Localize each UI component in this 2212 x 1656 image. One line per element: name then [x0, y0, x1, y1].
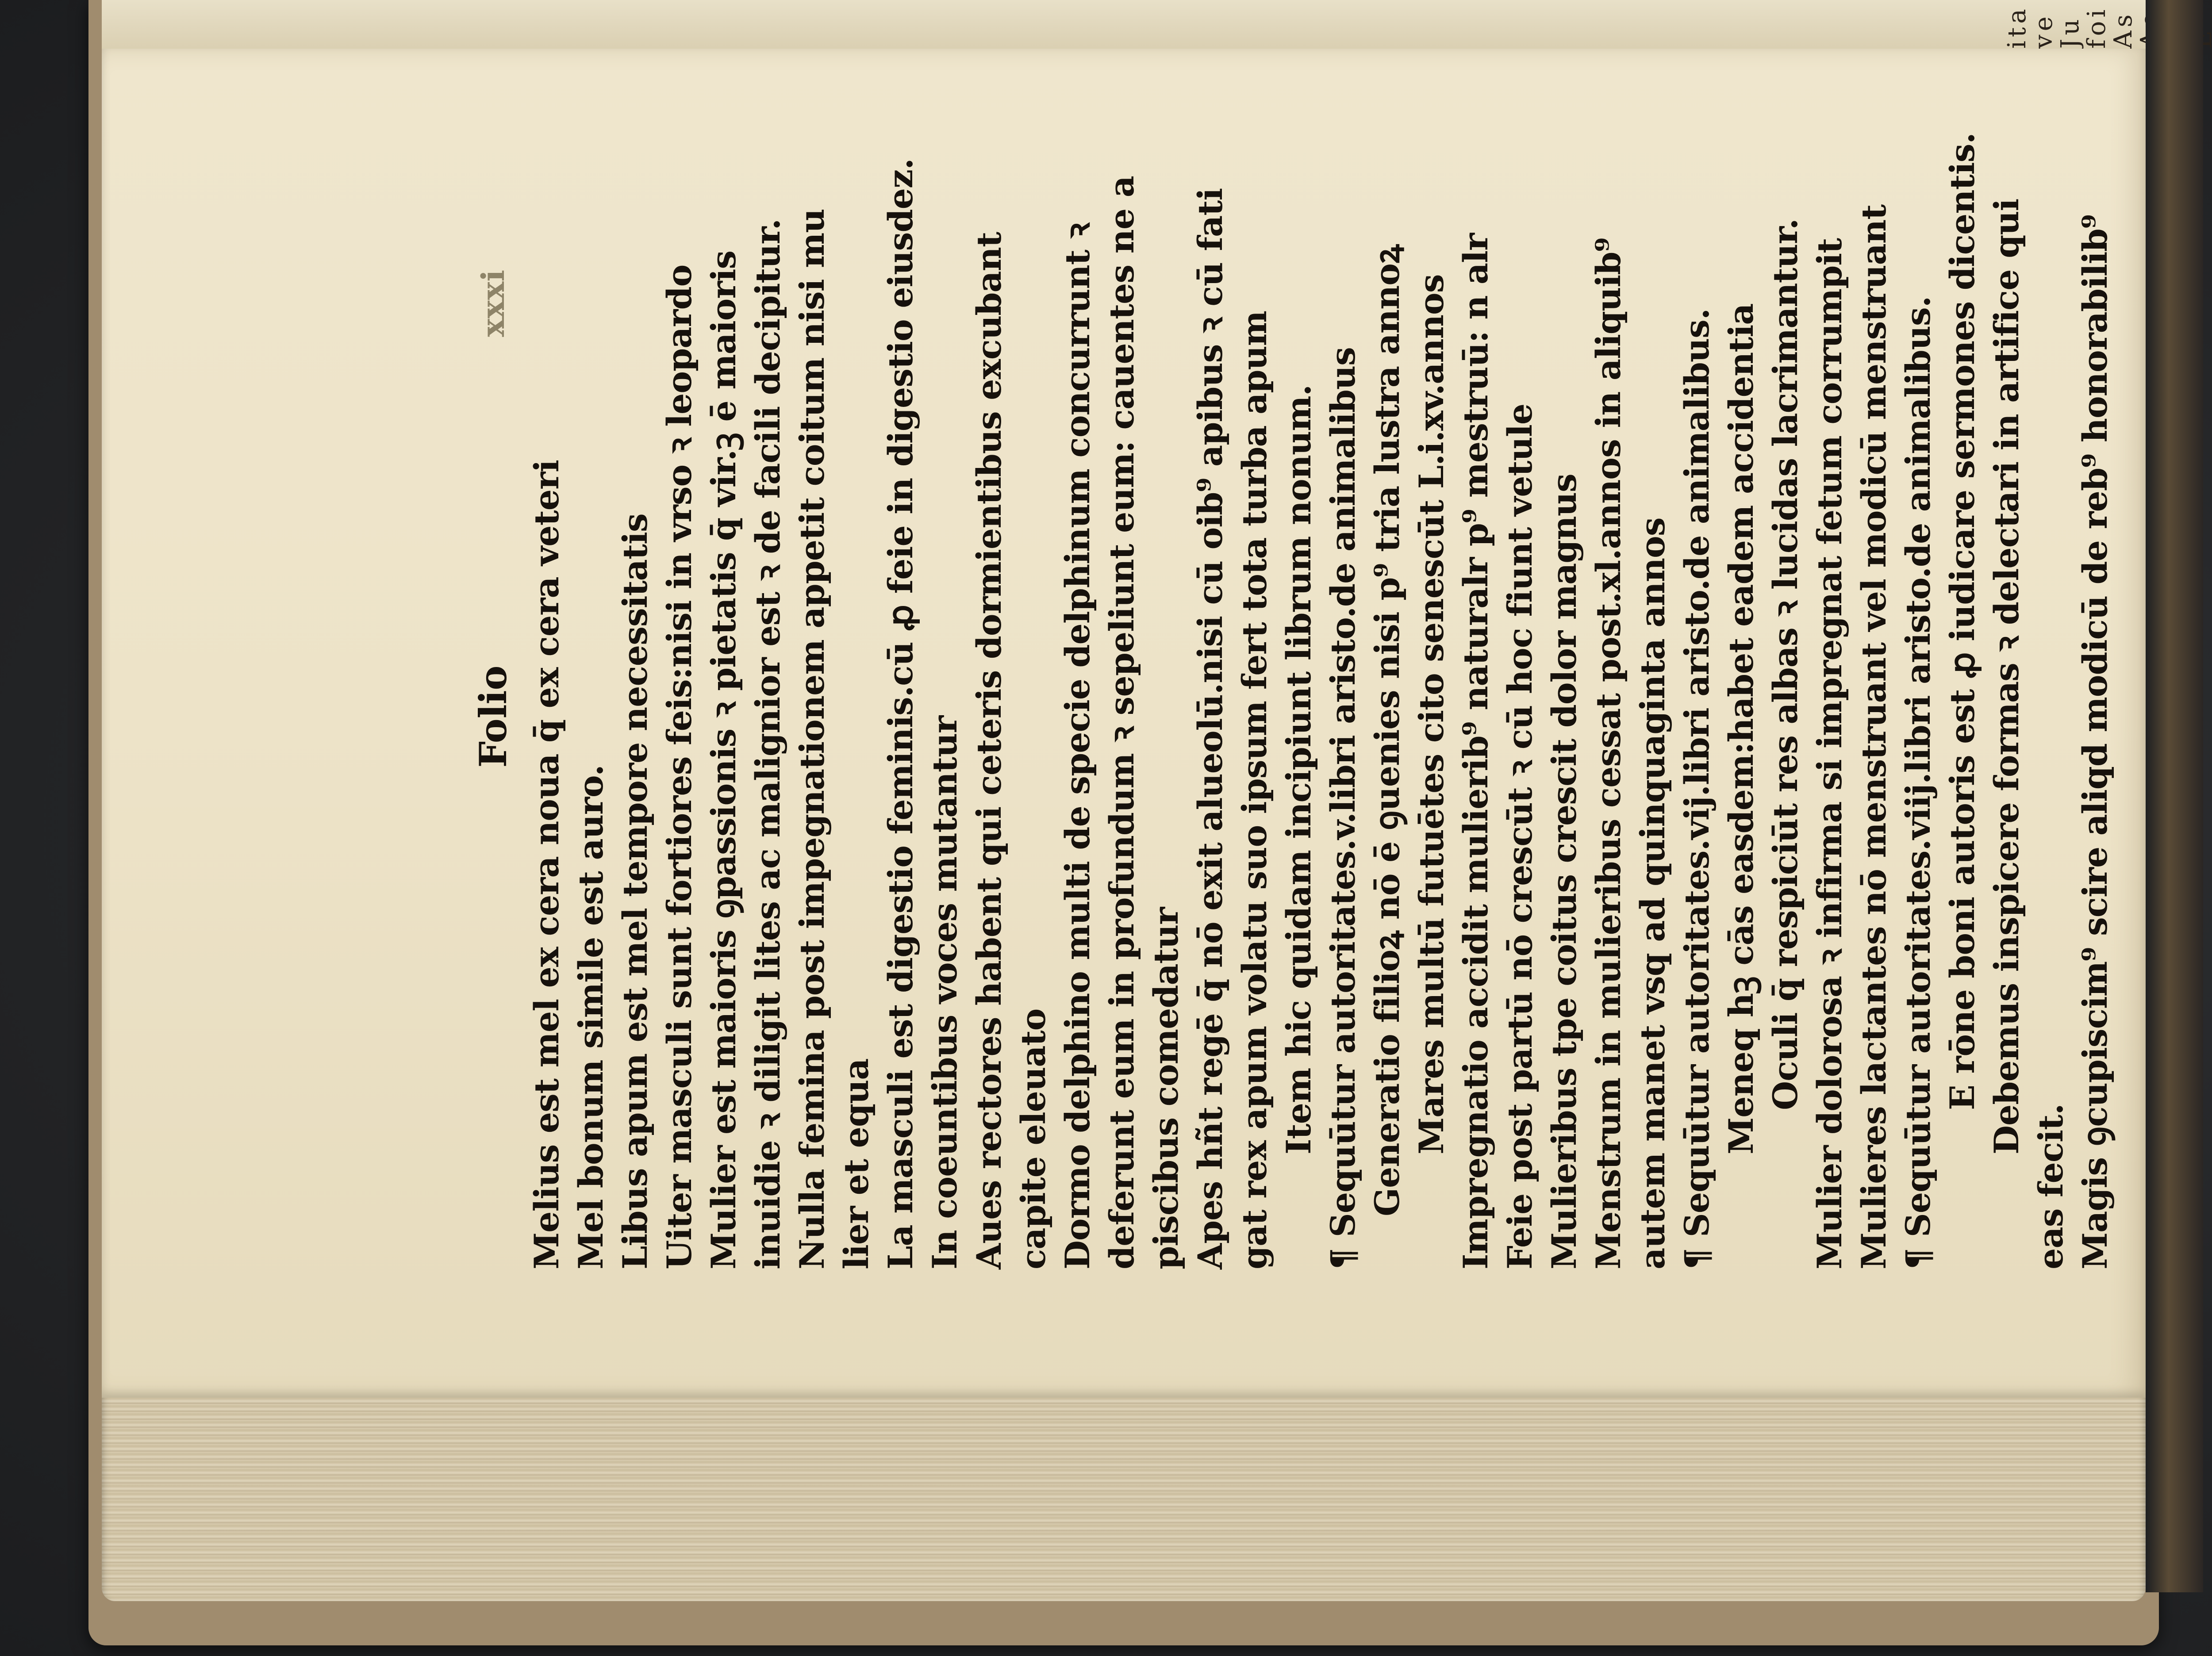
text-line: Mulieribus tpe coitus crescit dolor magnus — [1544, 474, 1584, 1269]
text-line: Generatio filioꝝ nō ē ꝯuenies nisi p⁹ tria lustra annoꝝ — [1367, 245, 1407, 1216]
text-line: deferunt eum in profundum ꝛ sepeliunt eum: cauentes ne a — [1102, 176, 1141, 1269]
text-line: Item hic quidam incipiunt librum nonum. — [1279, 384, 1318, 1154]
text-line: Uiter masculi sunt fortiores feis:nisi in vrso ꝛ leopardo — [660, 264, 699, 1269]
text-line: ¶ Sequūtur autoritates.v.libri aristo.de animalibus — [1323, 347, 1363, 1269]
text-line: eas fecit. — [2031, 1104, 2070, 1269]
text-line: Mulier dolorosa ꝛ infirma si impregnat fetum corrumpit — [1810, 238, 1849, 1269]
text-line: Libus apum est mel tempore necessitatis — [615, 514, 655, 1269]
text-line: Feie post partū nō crescūt ꝛ cū hoc fiunt vetule — [1500, 403, 1540, 1269]
text-line: lier et equa — [837, 1058, 876, 1269]
text-line: autem manet vsq ad quinquaginta annos — [1633, 518, 1672, 1269]
text-line: Melius est mel ex cera noua q̄ ex cera veteri — [527, 460, 566, 1269]
text-lines — [525, 133, 2117, 1269]
folio-number: xxxi — [475, 270, 511, 337]
text-line: Dormo delphino multi de specie delphinum concurrunt ꝛ — [1058, 223, 1097, 1269]
text-line: Meneq hꝫ cās easdem:habet eadem accidentia — [1721, 303, 1761, 1154]
text-line: In coeuntibus voces mutantur — [925, 716, 964, 1269]
text-line: piscibus comedatur — [1146, 907, 1186, 1269]
text-line: Apes hñt regē q̄ nō exit alueolū.nisi cū oib⁹ apibus ꝛ cū fati — [1190, 188, 1230, 1269]
book-spine — [2146, 0, 2203, 1592]
text-line: La masculi est digestio feminis.cū ꝓ feie in digestio eiusdez. — [881, 158, 920, 1269]
facing-page-text: ita ve Ju foi As — [2003, 5, 2138, 49]
text-line: Menstrum in mulieribus cessat post.xl.annos in aliquib⁹ — [1589, 238, 1628, 1269]
text-line: E rōne boni autoris est ꝓ iudicare sermones dicentis. — [1943, 133, 1982, 1110]
facing-page-strip — [102, 0, 2146, 56]
text-line: Mulieres lactantes nō menstruant vel modicū menstruant — [1854, 204, 1893, 1269]
text-line: Debemus inspicere formas ꝛ delectari in artifice qui — [1987, 199, 2026, 1154]
text-line: Aues rectores habent qui ceteris dormientibus excubant — [969, 232, 1009, 1269]
text-line: capite eleuato — [1014, 1008, 1053, 1269]
text-line: gat rex apum volatu suo ipsum fert tota turba apum — [1235, 310, 1274, 1269]
text-line: Magis ꝯcupiscim⁹ scire aliqd modicū de reb⁹ honorabilib⁹ — [2075, 214, 2115, 1269]
text-line: Mulier est maioris ꝯpassionis ꝛ pietatis q̄ vir.ꝫ ē maioris — [704, 250, 743, 1269]
text-line: inuidie ꝛ diligit lites ac malignior est ꝛ de facili decipitur. — [748, 218, 787, 1269]
text-line: ¶ Sequūtur autoritates.viij.libri aristo.de animalibus. — [1898, 296, 1938, 1269]
folio-heading: Folio — [471, 665, 515, 768]
printed-text-block — [469, 133, 2115, 1269]
text-line: ¶ Sequūtur autoritates.vij.libri aristo.de animalibus. — [1677, 308, 1717, 1269]
text-line: Impregnatio accidit mulierib⁹ naturalr p⁹ mestruū: n alr — [1456, 233, 1495, 1269]
text-line: Mares multū futuētes cito senescūt L.i.xv.annos — [1412, 274, 1451, 1154]
text-line: Oculi q̄ respiciūt res albas ꝛ lucidas lacrimantur. — [1766, 218, 1805, 1110]
text-line: Nulla femina post impegnationem appetit coitum nisi mu — [792, 209, 832, 1269]
page-edges — [102, 1380, 2146, 1601]
text-line: Mel bonum simile est auro. — [571, 765, 611, 1269]
